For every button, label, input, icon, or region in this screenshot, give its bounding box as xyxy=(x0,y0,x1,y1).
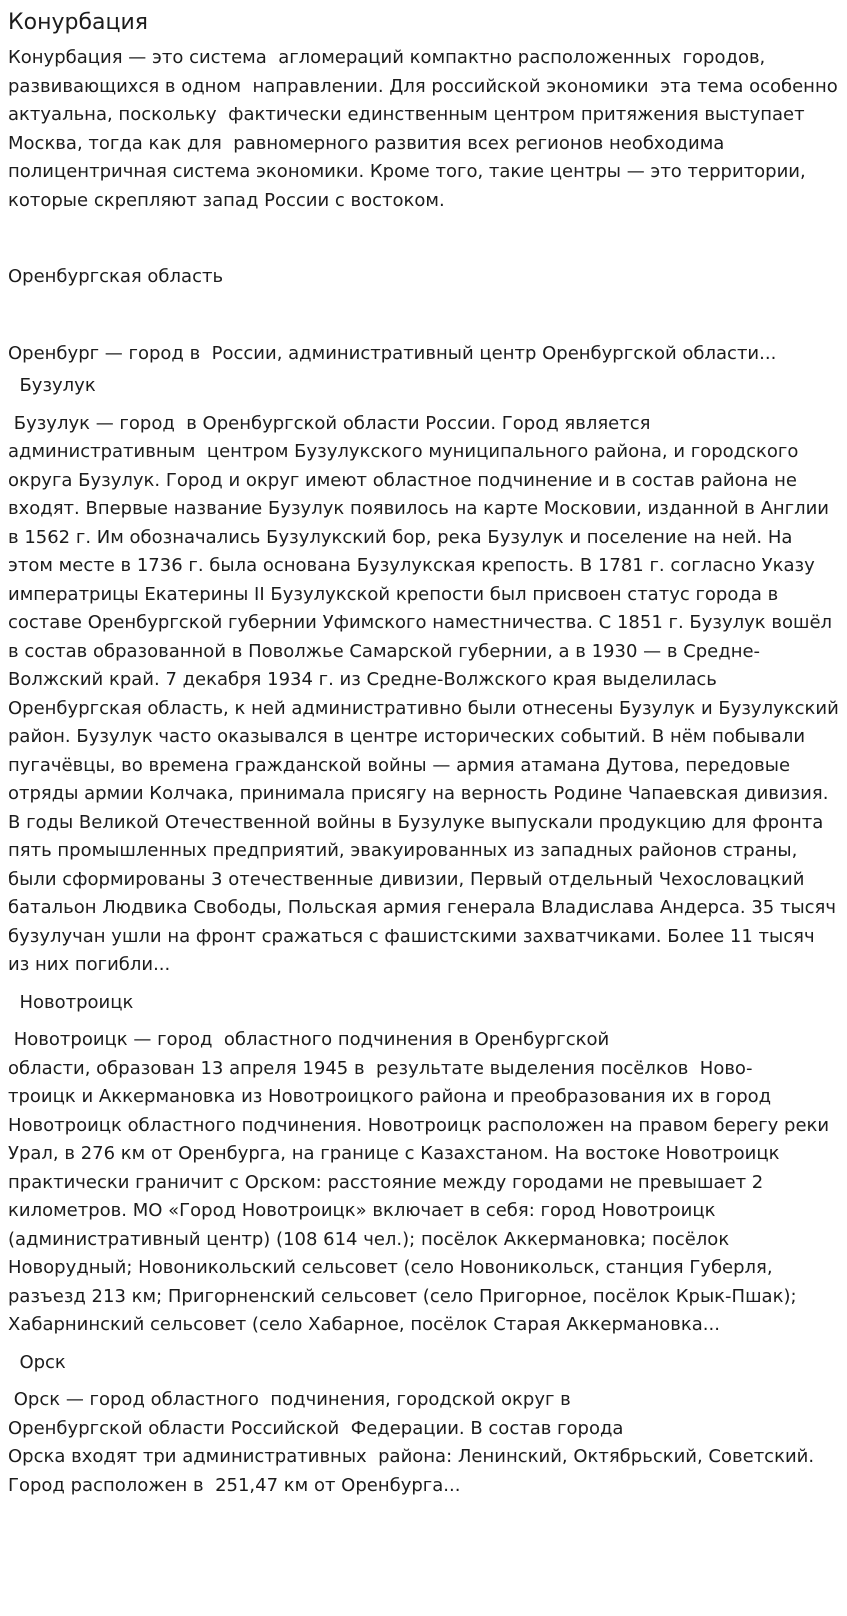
spacer xyxy=(8,215,839,263)
section-heading-buzuluk: Бузулук xyxy=(8,375,96,396)
page-title: Конурбация xyxy=(8,10,149,35)
section-text-orsk: Орск — город областного подчинения, городской округ в Оренбургской области Российской Федерации. В состав города Орска входят три административных района: Ленинский, Октябрьский, Советский. Город расположен в 251,47 км от Оренбурга... xyxy=(8,1389,815,1496)
section-text-buzuluk: Бузулук — город в Оренбургской области России. Город является административным центром Бузулукского муниципального района, и городского округа Бузулук. Город и округ имеют областное подчинение и в состав района не входят. Впервые название Бузулук появилось на карте Московии, изданной в Англии в 1562 г. Им обозначались Бузулукский бор, река Бузулук и поселение на ней. На этом месте в 1736 г. была основана Бузулукская крепость. В 1781 г. согласно Указу императрицы Екатерины II Бузулукской крепости был присвоен статус города в составе Оренбургской губернии Уфимского наместничества. С 1851 г. Бузулук вошёл в состав образованной в Поволжье Самарской губернии, а в 1930 — в Средне-Волжский край. 7 декабря 1934 г. из Средне-Волжского края выделилась Оренбургская область, к ней административно были отнесены Бузулук и Бузулукский район. Бузулук часто оказывался в центре исторических событий. В нём побывали пугачёвцы, во времена гражданской войны — армия атамана Дутова, передовые отряды армии Колчака, принимала присягу на верность Родине Чапаевская дивизия. В годы Великой Отечественной войны в Бузулуке выпускали продукцию для фронта пять промышленных предприятий, эвакуированных из западных районов страны, были сформированы 3 отечественные дивизии, Первый отдельный Чехословацкий батальон Людвика Свободы, Польская армия генерала Владислава Андерса. 35 тысяч бузулучан ушли на фронт сражаться с фашистскими захватчиками. Более 11 тысяч из них погибли... xyxy=(8,412,845,975)
region-heading: Оренбургская область xyxy=(8,266,224,287)
spacer xyxy=(8,292,839,340)
spacer xyxy=(8,1340,839,1349)
intro-paragraph: Конурбация — это система агломераций компактно расположенных городов, развивающихся в одном направлении. Для российской экономики эта тема особенно актуальна, поскольку фактически единственным центром притяжения выступает Москва, тогда как для равномерного развития всех регионов необходима полицентричная система экономики. Кроме того, такие центры — это территории, которые скрепляют запад России с востоком. xyxy=(8,47,844,211)
spacer xyxy=(8,980,839,989)
section-heading-orsk: Орск xyxy=(8,1351,66,1373)
spacer xyxy=(8,401,839,410)
section-heading-novotroitsk: Новотроицк xyxy=(8,991,134,1013)
section-text-novotroitsk: Новотроицк — город областного подчинения в Оренбургской области, образован 13 апреля 1945 в результате выделения посёлков Ново- троицк и Аккермановка из Новотроицкого района и преобразования их в город Новотроицк областного подчинения. Новотроицк расположен на правом берегу реки Урал, в 276 км от Оренбурга, на границе с Казахстаном. На востоке Новотроицк практически граничит с Орском: расстояние между городами не превышает 2 километров. МО «Город Новотроицк» включает в себя: город Новотроицк (административный центр) (108 614 чел.); посёлок Аккермановка; посёлок Новорудный; Новоникольский сельсовет (село Новоникольск, станция Губерля, разъезд 213 км; Пригорненский сельсовет (село Пригорное, посёлок Крык-Пшак); Хабарнинский сельсовет (село Хабарное, посёлок Старая Аккермановка... xyxy=(8,1029,830,1335)
spacer xyxy=(8,1017,839,1026)
spacer xyxy=(8,1377,839,1386)
orenburg-paragraph: Оренбург — город в России, административный центр Оренбургской области... xyxy=(8,342,777,364)
